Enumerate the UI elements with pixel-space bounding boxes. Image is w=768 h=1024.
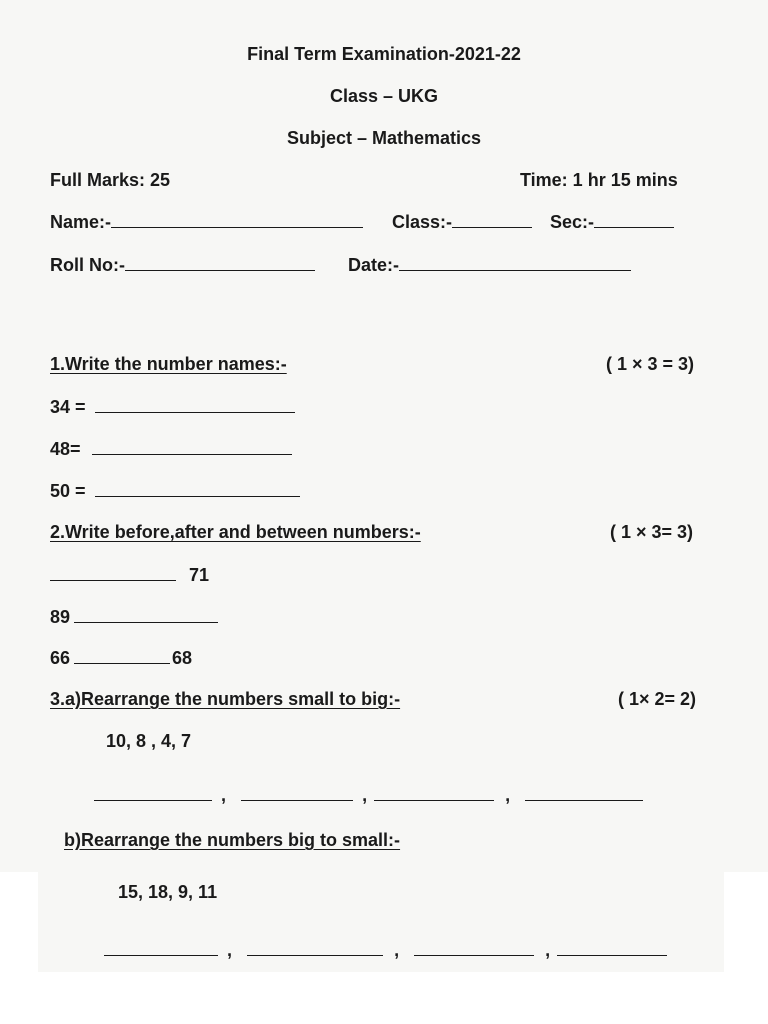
q2-between-right: 68 [172, 648, 193, 668]
sec-label: Sec:- [550, 212, 595, 232]
q3a-numbers: 10, 8 , 4, 7 [106, 731, 192, 751]
time-allowed: Time: 1 hr 15 mins [520, 170, 678, 190]
class-field[interactable] [392, 212, 532, 233]
q3a-comma: , [505, 785, 511, 805]
q3b-comma: , [394, 940, 400, 960]
q1-item-label: 48= [50, 439, 81, 459]
q3b-answer-blank[interactable] [557, 941, 667, 956]
q1-item[interactable] [50, 397, 295, 418]
name-field[interactable] [50, 212, 363, 233]
exam-title: Final Term Examination-2021-22 [247, 44, 521, 64]
q2-between-left: 66 [50, 648, 71, 668]
q1-answer-blank[interactable] [95, 482, 300, 497]
q2-before-blank[interactable] [50, 566, 176, 581]
q2-before-row[interactable] [50, 565, 209, 586]
date-label: Date:- [348, 255, 400, 275]
q2-between-blank[interactable] [74, 649, 170, 664]
class-label: Class:- [392, 212, 453, 232]
q3a-answer-row[interactable] [94, 785, 643, 806]
q3a-comma: , [221, 785, 227, 805]
class-blank[interactable] [452, 213, 532, 228]
q2-between-row[interactable] [50, 648, 192, 669]
q1-heading: 1.Write the number names:- [50, 354, 287, 374]
q1-marks: ( 1 × 3 = 3) [606, 354, 695, 374]
q1-answer-blank[interactable] [92, 440, 292, 455]
name-label: Name:- [50, 212, 112, 232]
q3a-comma: , [362, 785, 368, 805]
q3b-comma: , [227, 940, 233, 960]
q1-answer-blank[interactable] [95, 398, 295, 413]
q3b-answer-blank[interactable] [247, 941, 383, 956]
q2-after-number: 89 [50, 607, 71, 627]
subject-line: Subject – Mathematics [286, 128, 482, 148]
q2-heading: 2.Write before,after and between numbers:- [50, 522, 421, 542]
q1-item[interactable] [50, 481, 300, 502]
q3b-answer-row[interactable] [104, 940, 667, 961]
class-line: Class – UKG [329, 86, 439, 106]
q3b-answer-blank[interactable] [414, 941, 534, 956]
q3a-marks: ( 1× 2= 2) [618, 689, 697, 709]
sec-blank[interactable] [594, 213, 674, 228]
q1-item-label: 50 = [50, 481, 86, 501]
q3a-heading: 3.a)Rearrange the numbers small to big:- [50, 689, 401, 709]
q2-after-row[interactable] [50, 607, 218, 628]
q1-item[interactable] [50, 439, 292, 460]
q2-before-number: 71 [189, 565, 210, 585]
q2-marks: ( 1 × 3= 3) [610, 522, 694, 542]
q3a-answer-blank[interactable] [525, 786, 643, 801]
full-marks: Full Marks: 25 [50, 170, 171, 190]
name-blank[interactable] [111, 213, 363, 228]
roll-label: Roll No:- [50, 255, 125, 275]
q3a-answer-blank[interactable] [241, 786, 353, 801]
date-field[interactable] [348, 255, 631, 276]
roll-blank[interactable] [125, 256, 315, 271]
q3a-answer-blank[interactable] [374, 786, 494, 801]
q3a-answer-blank[interactable] [94, 786, 212, 801]
q3b-comma: , [545, 940, 551, 960]
date-blank[interactable] [399, 256, 631, 271]
q2-after-blank[interactable] [74, 608, 218, 623]
q3b-numbers: 15, 18, 9, 11 [118, 882, 218, 902]
q3b-answer-blank[interactable] [104, 941, 218, 956]
sec-field[interactable] [550, 212, 674, 233]
q3b-heading: b)Rearrange the numbers big to small:- [64, 830, 401, 850]
q1-item-label: 34 = [50, 397, 86, 417]
roll-field[interactable] [50, 255, 315, 276]
